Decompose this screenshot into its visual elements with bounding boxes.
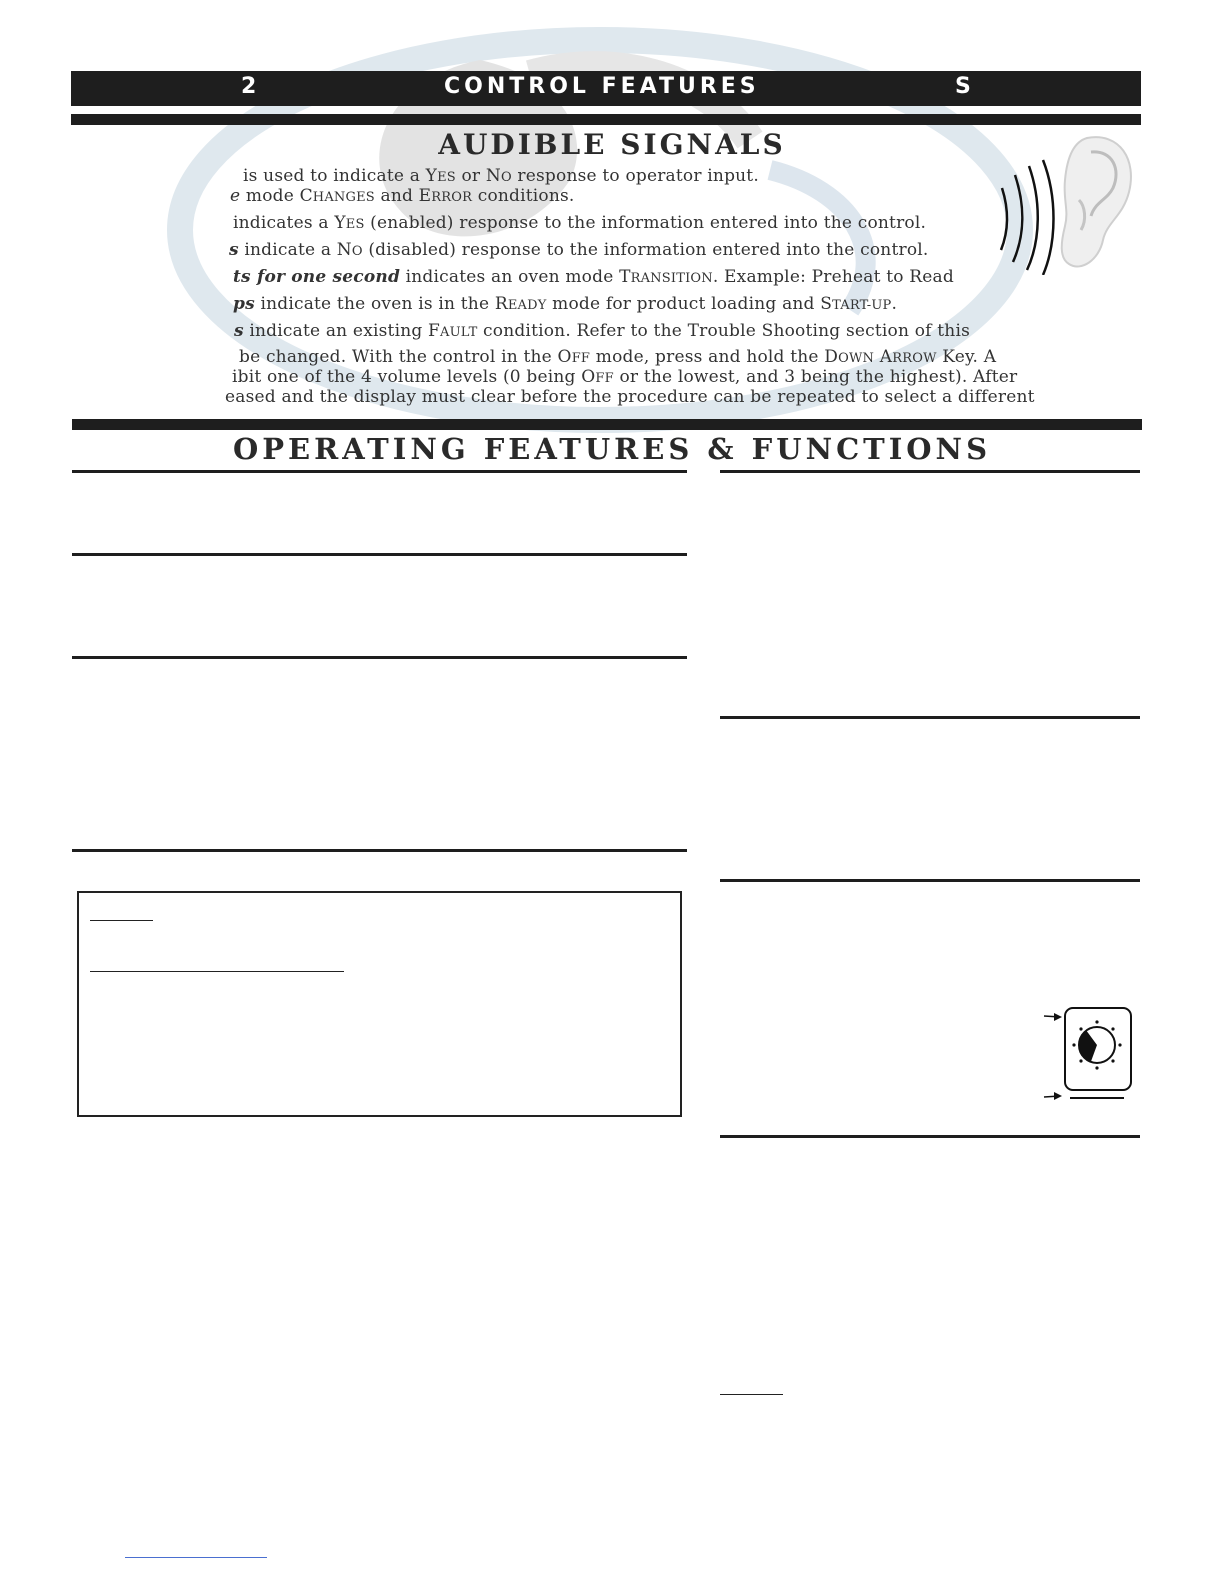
text-run: O — [581, 367, 596, 387]
text-run: F — [428, 321, 441, 341]
text-run: EADY — [507, 298, 547, 313]
dial-knob-icon — [1040, 1003, 1140, 1103]
text-run: s — [229, 240, 239, 260]
text-run: D — [824, 347, 839, 367]
text-run: (enabled) response to the information entered into the control. — [364, 213, 927, 233]
audible-signal-line — [229, 240, 929, 260]
text-run: and — [374, 186, 419, 206]
audible-signal-line — [225, 387, 1035, 407]
text-run: RROW — [892, 351, 937, 366]
text-run: Y — [334, 213, 346, 233]
text-run: O — [500, 170, 512, 185]
page-number: 2 — [241, 74, 261, 99]
text-run: OWN — [838, 351, 875, 366]
text-run: RROR — [431, 190, 473, 205]
note-box — [77, 891, 682, 1117]
text-run: is used to indicate a — [243, 166, 426, 186]
text-run: A — [879, 347, 893, 367]
text-run: condition. Refer to the Trouble Shooting section of this — [477, 321, 971, 341]
text-run: FF — [595, 371, 614, 386]
text-run: indicate a — [238, 240, 337, 260]
left-rule-1 — [72, 470, 687, 473]
audible-signal-line — [233, 267, 954, 287]
right-rule-2 — [720, 716, 1140, 719]
text-run: indicate the oven is in the — [254, 294, 495, 314]
footer-link-underline[interactable] — [125, 1557, 267, 1558]
text-run: R — [494, 294, 508, 314]
text-run: response to operator input. — [511, 166, 759, 186]
text-run: RANSITION — [630, 271, 713, 286]
text-run: e — [230, 186, 241, 206]
audible-signal-line — [232, 367, 1017, 387]
page-header-bar — [71, 71, 1141, 106]
right-rule-3 — [720, 879, 1140, 882]
text-run: . — [891, 294, 898, 314]
text-run: s — [234, 321, 244, 341]
audible-signals-title: AUDIBLE SIGNALS — [438, 128, 786, 161]
text-run: AULT — [440, 325, 478, 340]
text-run: eased and the display must clear before the procedure can be repeated to select a different — [225, 387, 1035, 407]
text-run: . Example: Preheat to Read — [712, 267, 954, 287]
right-rule-4 — [720, 1135, 1140, 1138]
text-run: Key. A — [936, 347, 997, 367]
section-divider — [72, 419, 1142, 430]
operating-features-title: OPERATING FEATURES & FUNCTIONS — [232, 432, 992, 466]
text-run: N — [485, 166, 501, 186]
text-run: FF — [571, 351, 591, 366]
text-run: indicate an existing — [243, 321, 429, 341]
left-rule-2 — [72, 553, 687, 556]
right-rule-1 — [720, 470, 1140, 473]
text-run: mode, press and hold the — [590, 347, 825, 367]
text-run: conditions. — [472, 186, 575, 206]
text-run: C — [299, 186, 313, 206]
text-run: ES — [437, 170, 456, 185]
text-run: indicates an oven mode — [400, 267, 620, 287]
text-run: (disabled) response to the information entered into the control. — [362, 240, 929, 260]
audible-signal-line — [233, 294, 897, 314]
text-run: ts for one second — [233, 267, 401, 287]
text-run: mode for product loading and — [546, 294, 821, 314]
text-run: T — [619, 267, 631, 287]
text-run: O — [351, 244, 363, 259]
text-run: ibit one of the 4 volume levels (0 being — [232, 367, 582, 387]
text-run: N — [336, 240, 352, 260]
note-heading-underline — [90, 920, 153, 921]
left-rule-3 — [72, 656, 687, 659]
text-run: ES — [345, 217, 365, 232]
note-subheading-underline — [90, 971, 344, 972]
header-rule — [71, 114, 1141, 125]
text-run: HANGES — [312, 190, 375, 205]
audible-signal-line — [243, 166, 759, 186]
text-run: or the lowest, and 3 being the highest). After — [613, 367, 1018, 387]
text-run: TART-UP — [832, 298, 892, 313]
text-run: S — [820, 294, 833, 314]
chapter-title: CONTROL FEATURES — [444, 74, 760, 99]
audible-signal-line — [234, 321, 970, 341]
text-run: mode — [240, 186, 300, 206]
audible-signal-line — [239, 347, 996, 367]
text-run: O — [557, 347, 572, 367]
text-run: Y — [425, 166, 438, 186]
text-run: E — [418, 186, 432, 206]
text-run: or — [455, 166, 486, 186]
note-underline-right — [720, 1394, 783, 1395]
audible-signal-line — [233, 213, 926, 233]
text-run: ps — [233, 294, 255, 314]
section-letter: S — [955, 74, 975, 99]
left-rule-4 — [72, 849, 687, 852]
text-run: be changed. With the control in the — [239, 347, 558, 367]
audible-signal-line — [230, 186, 575, 206]
ear-icon — [995, 130, 1140, 275]
text-run: indicates a — [233, 213, 335, 233]
